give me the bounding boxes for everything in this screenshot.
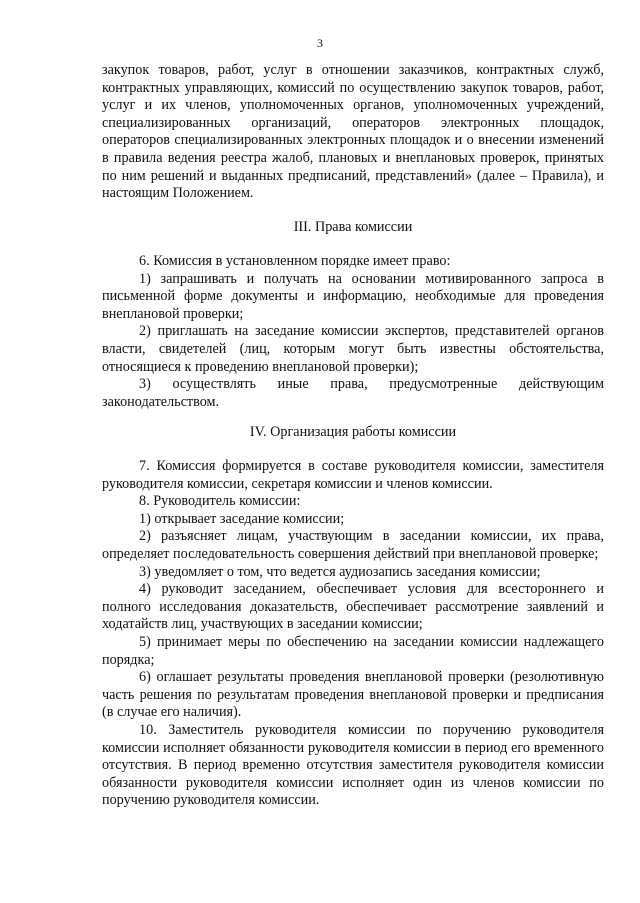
intro-text [102,62,604,203]
section-3-paragraph: 1) запрашивать и получать на основании мотивированного запроса в письменной форме документы и информацию, необходимые для проведения внеплановой проверки; [102,270,604,322]
section-3-paragraph: 2) приглашать на заседание комиссии экспертов, представителей органов власти, свидетелей (лиц, которым могут быть известны обстоятельства, относящиеся к проведению внеплановой проверки); [102,323,604,375]
section-4-paragraph: 7. Комиссия формируется в составе руководителя комиссии, заместителя руководителя комиссии, секретаря комиссии и членов комиссии. [102,458,604,492]
section-4-heading: IV. Организация работы комиссии [249,424,457,440]
section-3-paragraph: 6. Комиссия в установленном порядке имеет право: [139,253,451,269]
section-4-paragraph: 2) разъясняет лицам, участвующим в заседании комиссии, их права, определяет последовательность совершения действий при внеплановой проверке; [102,528,604,562]
section-4-paragraph: 1) открывает заседание комиссии; [139,510,345,527]
section-4-paragraph: 4) руководит заседанием, обеспечивает условия для всестороннего и полного исследования доказательств, обеспечивает рассмотрение заявлений и ходатайств лиц, участвующих в заседании комиссии; [102,581,604,633]
intro-paragraph: закупок товаров, работ, услуг в отношении заказчиков, контрактных служб, контрактных управляющих, комиссий по осуществлению закупок товаров, работ, услуг и их членов, уполномоченных органов, уполномоченных учреждений, специализированных организаций, операторов электронных площадок, операторов специализированных электронных площадок и о внесении изменений в правила ведения реестра жалоб, плановых и внеплановых проверок, принятых по ним решений и выданных предписаний, представлений» (далее – Правила), и настоящим Положением. [102,62,604,202]
section-4-paragraph: 8. Руководитель комиссии: [139,493,301,510]
section-4-paragraph: 6) оглашает результаты проведения внеплановой проверки (резолютивную часть решения по результатам проведения внеплановой проверки и предписания (в случае его наличия). [102,669,604,721]
section-3-body [102,253,604,411]
page-number: 3 [317,36,323,50]
section-4-paragraph: 10. Заместитель руководителя комиссии по поручению руководителя комиссии исполняет обязанности руководителя комиссии в период его временного отсутствия. В период временно отсутствия заместителя руководителя комиссии обязанности руководителя комиссии исполняет один из членов комиссии по поручению руководителя комиссии. [102,721,604,809]
section-4-body [102,458,604,810]
section-3-heading: III. Права комиссии [293,219,413,235]
section-4-paragraph: 5) принимает меры по обеспечению на заседании комиссии надлежащего порядка; [102,633,604,668]
section-3-paragraph: 3) осуществлять иные права, предусмотренные действующим законодательством. [102,376,604,410]
section-4-paragraph: 3) уведомляет о том, что ведется аудиозапись заседания комиссии; [139,563,541,580]
